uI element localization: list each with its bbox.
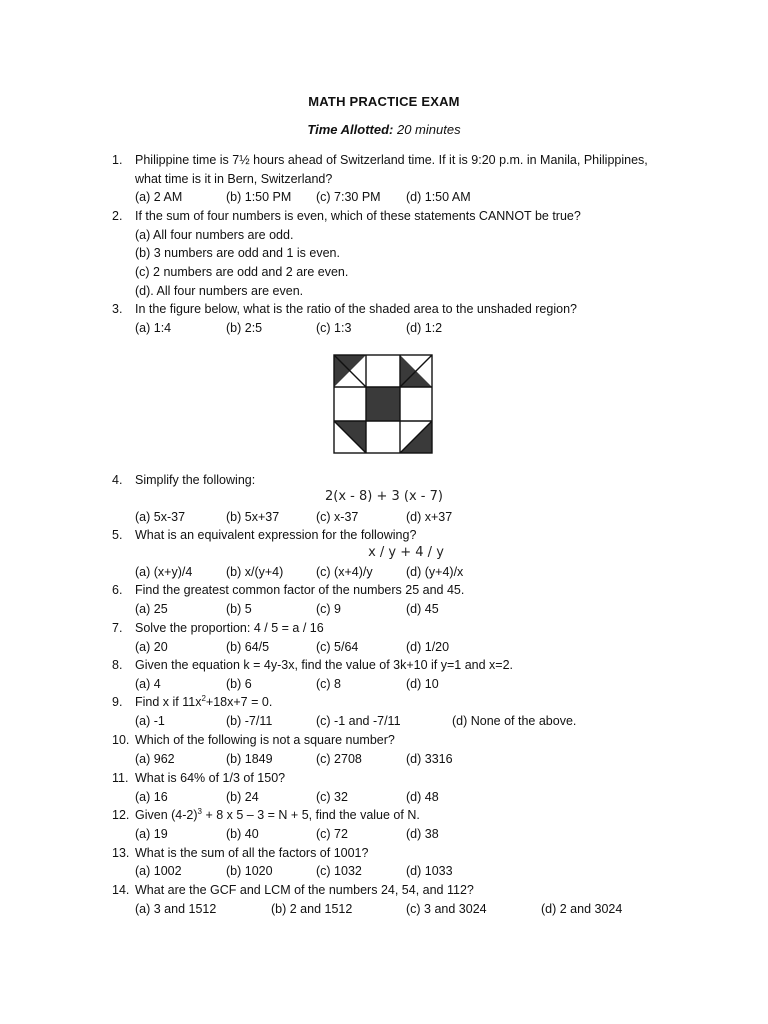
option-d: (d). All four numbers are even. xyxy=(135,284,304,298)
option-c: (c) 72 xyxy=(316,827,348,841)
question-text: What are the GCF and LCM of the numbers 24, 54, and 112? xyxy=(135,883,474,897)
question-text-part: Given (4-2) xyxy=(135,808,198,822)
option-d: (d) 3316 xyxy=(406,752,453,766)
option-d: (d) 10 xyxy=(406,677,439,691)
option-a: (a) 1002 xyxy=(135,864,182,878)
option-d: (d) 1/20 xyxy=(406,640,450,654)
question-text xyxy=(135,806,675,824)
question-text: Solve the proportion: 4 / 5 = a / 16 xyxy=(135,621,324,635)
option-b: (b) 64/5 xyxy=(226,640,270,654)
question-text: Which of the following is not a square number? xyxy=(135,733,395,747)
option-c: (c) 7:30 PM xyxy=(316,190,381,204)
option-a: (a) 4 xyxy=(135,677,161,691)
option-b: (b) 1020 xyxy=(226,864,273,878)
option-b: (b) 3 numbers are odd and 1 is even. xyxy=(135,246,340,260)
question-text: In the figure below, what is the ratio of the shaded area to the unshaded region? xyxy=(135,302,577,316)
page-title: MATH PRACTICE EXAM xyxy=(308,94,460,109)
option-d: (d) x+37 xyxy=(406,510,453,524)
option-a: (a) 962 xyxy=(135,752,175,766)
option-d: (d) 1:50 AM xyxy=(406,190,471,204)
question-text-continued: what time is it in Bern, Switzerland? xyxy=(135,172,333,186)
option-c: (c) (x+4)/y xyxy=(316,565,373,579)
question-number: 10. xyxy=(112,733,130,747)
question-text: If the sum of four numbers is even, which of these statements CANNOT be true? xyxy=(135,209,581,223)
question-number: 8. xyxy=(112,658,123,672)
option-d: (d) 2 and 3024 xyxy=(541,902,623,916)
option-a: (a) 5x-37 xyxy=(135,510,186,524)
option-a: (a) 16 xyxy=(135,790,168,804)
question-text-part: Find x if 11x xyxy=(135,695,202,709)
option-a: (a) -1 xyxy=(135,714,165,728)
option-a: (a) 2 AM xyxy=(135,190,183,204)
question-number: 2. xyxy=(112,209,123,223)
option-c: (c) 3 and 3024 xyxy=(406,902,487,916)
option-a: (a) 19 xyxy=(135,827,168,841)
option-a: (a) 25 xyxy=(135,602,168,616)
question-text: What is 64% of 1/3 of 150? xyxy=(135,771,286,785)
question-text: What is an equivalent expression for the following? xyxy=(135,528,417,542)
option-b: (b) x/(y+4) xyxy=(226,565,284,579)
option-c: (c) 9 xyxy=(316,602,341,616)
time-label: Time Allotted: xyxy=(307,122,394,137)
option-b: (b) 5 xyxy=(226,602,252,616)
question-number: 14. xyxy=(112,883,130,897)
option-c: (c) 2708 xyxy=(316,752,362,766)
option-c: (c) 1:3 xyxy=(316,321,352,335)
option-c: (c) -1 and -7/11 xyxy=(316,714,401,728)
time-value: 20 minutes xyxy=(396,122,461,137)
question-number: 5. xyxy=(112,528,123,542)
option-b: (b) 5x+37 xyxy=(226,510,280,524)
option-a: (a) 20 xyxy=(135,640,168,654)
option-a: (a) (x+y)/4 xyxy=(135,565,193,579)
question-number: 6. xyxy=(112,583,123,597)
option-d: (d) 45 xyxy=(406,602,439,616)
option-d: (d) None of the above. xyxy=(452,714,577,728)
question-text: Find the greatest common factor of the numbers 25 and 45. xyxy=(135,583,465,597)
question-number: 3. xyxy=(112,302,123,316)
option-a: (a) 3 and 1512 xyxy=(135,902,217,916)
option-c: (c) 1032 xyxy=(316,864,362,878)
question-text xyxy=(135,693,675,711)
option-d: (d) 48 xyxy=(406,790,439,804)
question-number: 9. xyxy=(112,695,123,709)
question-text-part: +18x+7 = 0. xyxy=(205,695,273,709)
expression: x / y + 4 / y xyxy=(368,545,444,560)
option-b: (b) 2 and 1512 xyxy=(271,902,353,916)
question-text-part: + 8 x 5 – 3 = N + 5, find the value of N. xyxy=(201,808,420,822)
option-c: (c) 8 xyxy=(316,677,341,691)
shaded-center-square xyxy=(366,387,400,421)
shaded-square-figure xyxy=(333,354,433,454)
option-b: (b) 40 xyxy=(226,827,259,841)
question-number: 4. xyxy=(112,473,123,487)
option-d: (d) 1033 xyxy=(406,864,453,878)
time-allotted xyxy=(0,122,768,137)
question-number: 1. xyxy=(112,153,123,167)
option-b: (b) 2:5 xyxy=(226,321,263,335)
question-number: 11. xyxy=(112,771,129,785)
question-text: Philippine time is 7½ hours ahead of Switzerland time. If it is 9:20 p.m. in Manila, Philippines, xyxy=(135,153,648,167)
option-b: (b) 1849 xyxy=(226,752,273,766)
exponent: 3 xyxy=(197,807,202,816)
option-c: (c) 2 numbers are odd and 2 are even. xyxy=(135,265,349,279)
question-text: What is the sum of all the factors of 1001? xyxy=(135,846,369,860)
option-b: (b) 1:50 PM xyxy=(226,190,292,204)
exponent: 2 xyxy=(201,694,206,703)
option-a: (a) 1:4 xyxy=(135,321,172,335)
option-b: (b) 24 xyxy=(226,790,259,804)
expression: 2(x - 8) + 3 (x - 7) xyxy=(325,489,443,504)
question-number: 7. xyxy=(112,621,123,635)
option-d: (d) 38 xyxy=(406,827,439,841)
question-text: Given the equation k = 4y-3x, find the value of 3k+10 if y=1 and x=2. xyxy=(135,658,514,672)
option-c: (c) 5/64 xyxy=(316,640,359,654)
option-c: (c) 32 xyxy=(316,790,348,804)
option-c: (c) x-37 xyxy=(316,510,359,524)
option-d: (d) (y+4)/x xyxy=(406,565,464,579)
question-number: 13. xyxy=(112,846,130,860)
option-d: (d) 1:2 xyxy=(406,321,443,335)
option-a: (a) All four numbers are odd. xyxy=(135,228,294,242)
option-b: (b) 6 xyxy=(226,677,252,691)
question-number: 12. xyxy=(112,808,130,822)
question-text: Simplify the following: xyxy=(135,473,256,487)
option-b: (b) -7/11 xyxy=(226,714,273,728)
